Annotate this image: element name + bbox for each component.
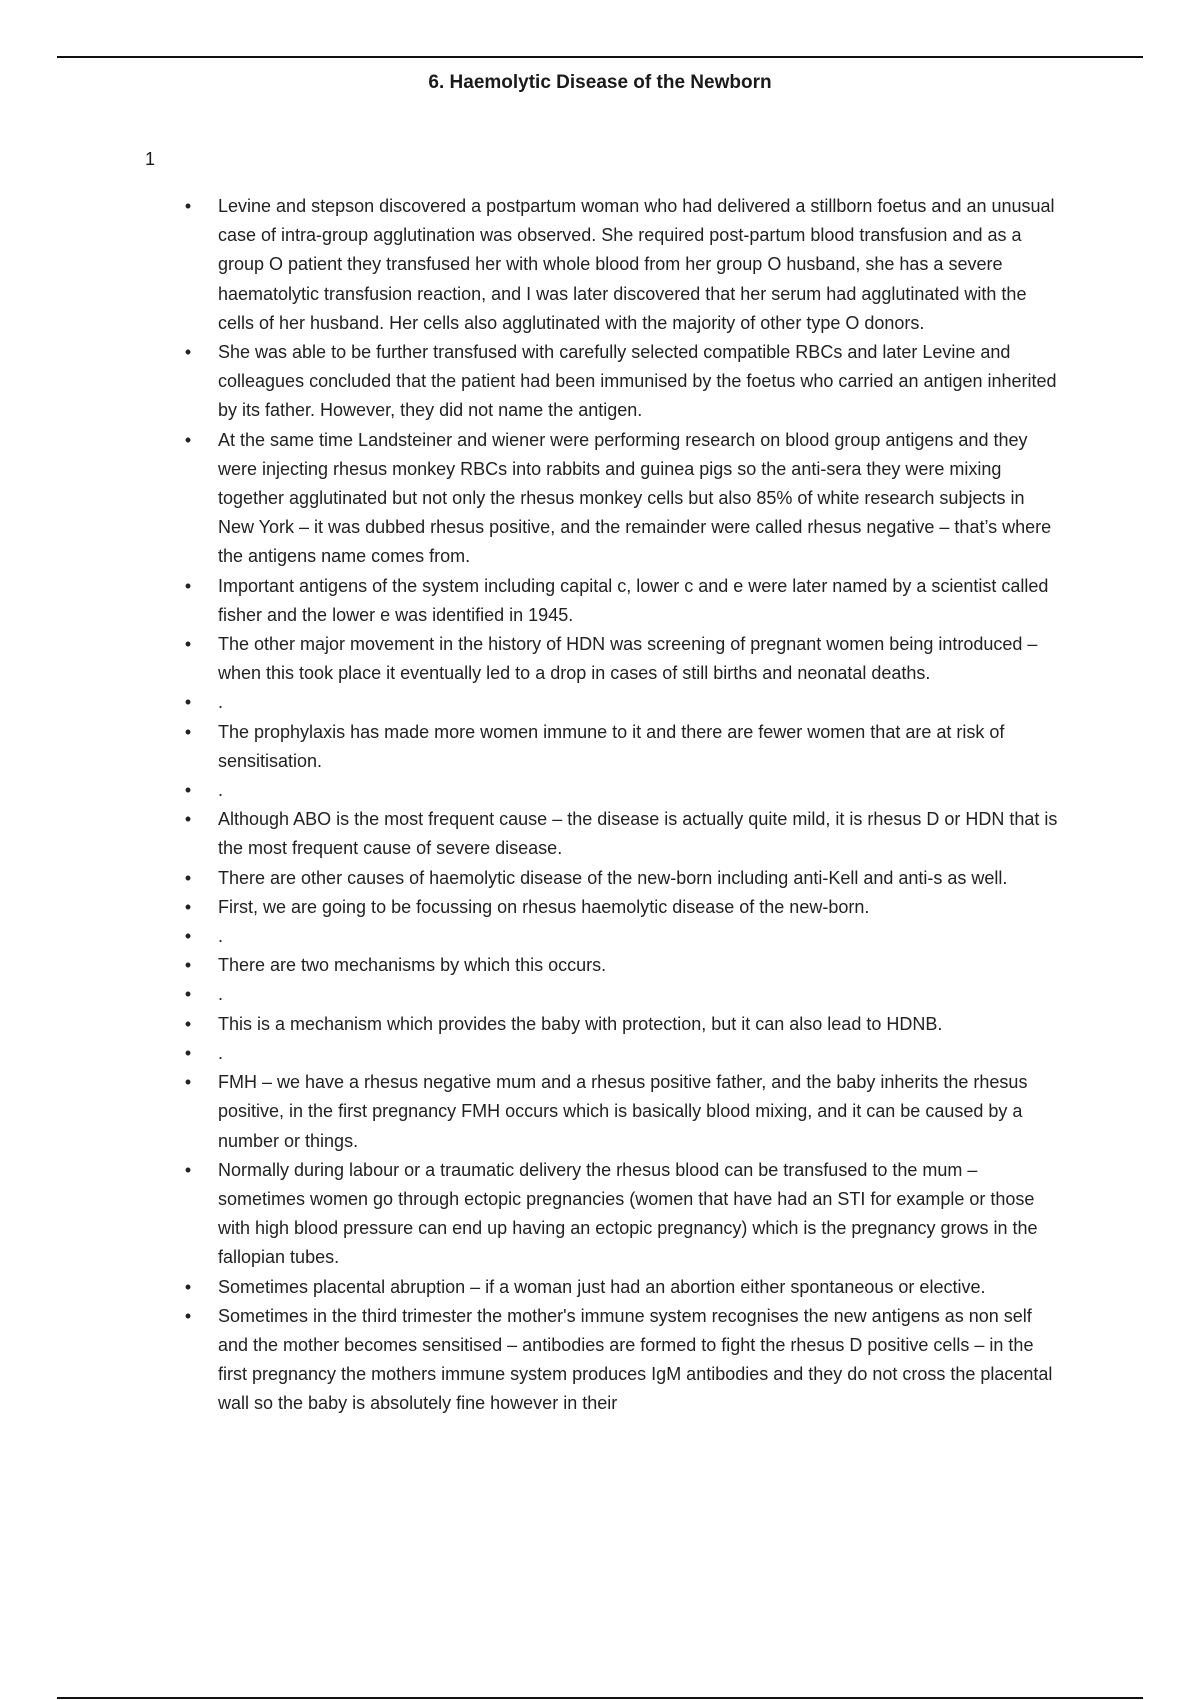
bullet-text: The prophylaxis has made more women immune to it and there are fewer women that are at risk of sensitisation. (218, 721, 1005, 771)
list-item (184, 338, 1058, 426)
bullet-icon: • (184, 692, 192, 713)
bullet-icon: • (184, 342, 192, 363)
list-item (184, 922, 1058, 951)
top-rule (57, 56, 1143, 58)
list-item (184, 864, 1058, 893)
bullet-text: First, we are going to be focussing on rhesus haemolytic disease of the new-born. (218, 896, 870, 917)
list-item (184, 805, 1058, 863)
bullet-text: . (218, 926, 224, 947)
bullet-icon: • (184, 429, 192, 450)
list-item (184, 572, 1058, 630)
list-item (184, 1273, 1058, 1302)
bullet-text: Important antigens of the system including capital c, lower c and e were later named by a scientist called fisher and the lower e was identified in 1945. (218, 575, 1049, 625)
list-item (184, 688, 1058, 717)
bullet-icon: • (184, 196, 192, 216)
bottom-rule (57, 1697, 1143, 1699)
bullet-text: . (218, 780, 224, 801)
bullet-icon: • (184, 575, 192, 596)
list-item (184, 1302, 1058, 1419)
bullet-text: FMH – we have a rhesus negative mum and a rhesus positive father, and the baby inherits the rhesus positive, in the first pregnancy FMH occurs which is basically blood mixing, and it can be caused by a number or things. (218, 1072, 1028, 1151)
list-item (184, 893, 1058, 922)
bullet-icon: • (184, 1276, 192, 1297)
list-item (184, 1039, 1058, 1068)
list-item (184, 426, 1058, 572)
bullet-text: This is a mechanism which provides the baby with protection, but it can also lead to HDNB. (218, 1013, 943, 1034)
bullet-icon: • (184, 1159, 192, 1180)
bullet-icon: • (184, 1042, 192, 1063)
page-number: 1 (145, 149, 156, 169)
bullet-text: Sometimes placental abruption – if a woman just had an abortion either spontaneous or elective. (218, 1276, 986, 1297)
list-item (184, 192, 1058, 338)
bullet-text: . (218, 1042, 224, 1063)
bullet-icon: • (184, 926, 192, 947)
bullet-icon: • (184, 634, 192, 655)
bullet-icon: • (184, 896, 192, 917)
bullet-text: Sometimes in the third trimester the mother's immune system recognises the new antigens as non self and the mother becomes sensitised – antibodies are formed to fight the rhesus D positive cells – in the first pregnancy the mothers immune system produces IgM antibodies and they do not cross the placental wall so the baby is absolutely fine however in their (218, 1305, 1053, 1414)
bullet-icon: • (184, 867, 192, 888)
bullet-icon: • (184, 1072, 192, 1093)
bullet-text: Normally during labour or a traumatic delivery the rhesus blood can be transfused to the mum – sometimes women go through ectopic pregnancies (women that have had an STI for example or those with high blood pressure can end up having an ectopic pregnancy) which is the pregnancy grows in the fallopian tubes. (218, 1159, 1038, 1268)
list-item (184, 718, 1058, 776)
bullet-icon: • (184, 955, 192, 976)
bullet-icon: • (184, 780, 192, 801)
bullet-text: The other major movement in the history of HDN was screening of pregnant women being introduced – when this took place it eventually led to a drop in cases of still births and neonatal deaths. (218, 634, 1038, 684)
bullet-text: She was able to be further transfused with carefully selected compatible RBCs and later Levine and colleagues concluded that the patient had been immunised by the foetus who carried an antigen inherited by its father. However, they did not name the antigen. (218, 342, 1057, 421)
bullet-text: Although ABO is the most frequent cause – the disease is actually quite mild, it is rhesus D or HDN that is the most frequent cause of severe disease. (218, 809, 1058, 859)
list-item (184, 1010, 1058, 1039)
bullet-text: . (218, 692, 224, 713)
bullet-icon: • (184, 809, 192, 830)
bullet-icon: • (184, 721, 192, 742)
list-item (184, 1068, 1058, 1156)
list-item (184, 980, 1058, 1009)
bullet-icon: • (184, 1013, 192, 1034)
list-item (184, 630, 1058, 688)
bullet-text: There are two mechanisms by which this occurs. (218, 955, 607, 976)
bullet-list (184, 192, 1058, 1419)
list-item (184, 1156, 1058, 1273)
bullet-icon: • (184, 984, 192, 1005)
bullet-icon: • (184, 1305, 192, 1326)
bullet-text: Levine and stepson discovered a postpartum woman who had delivered a stillborn foetus and an unusual case of intra-group agglutination was observed. She required post-partum blood transfusion and as a group O patient they transfused her with whole blood from her group O husband, she has a severe haematolytic transfusion reaction, and I was later discovered that her serum had agglutinated with the cells of her husband. Her cells also agglutinated with the majority of other type O donors. (218, 196, 1055, 333)
document-title: 6. Haemolytic Disease of the Newborn (428, 72, 772, 93)
bullet-text: There are other causes of haemolytic disease of the new-born including anti-Kell and anti-s as well. (218, 867, 1008, 888)
list-item (184, 776, 1058, 805)
bullet-text: At the same time Landsteiner and wiener were performing research on blood group antigens and they were injecting rhesus monkey RBCs into rabbits and guinea pigs so the anti-sera they were mixing together agglutinated but not only the rhesus monkey cells but also 85% of white research subjects in New York – it was dubbed rhesus positive, and the remainder were called rhesus negative – that’s where the antigens name comes from. (218, 429, 1052, 567)
list-item (184, 951, 1058, 980)
bullet-text: . (218, 984, 224, 1005)
